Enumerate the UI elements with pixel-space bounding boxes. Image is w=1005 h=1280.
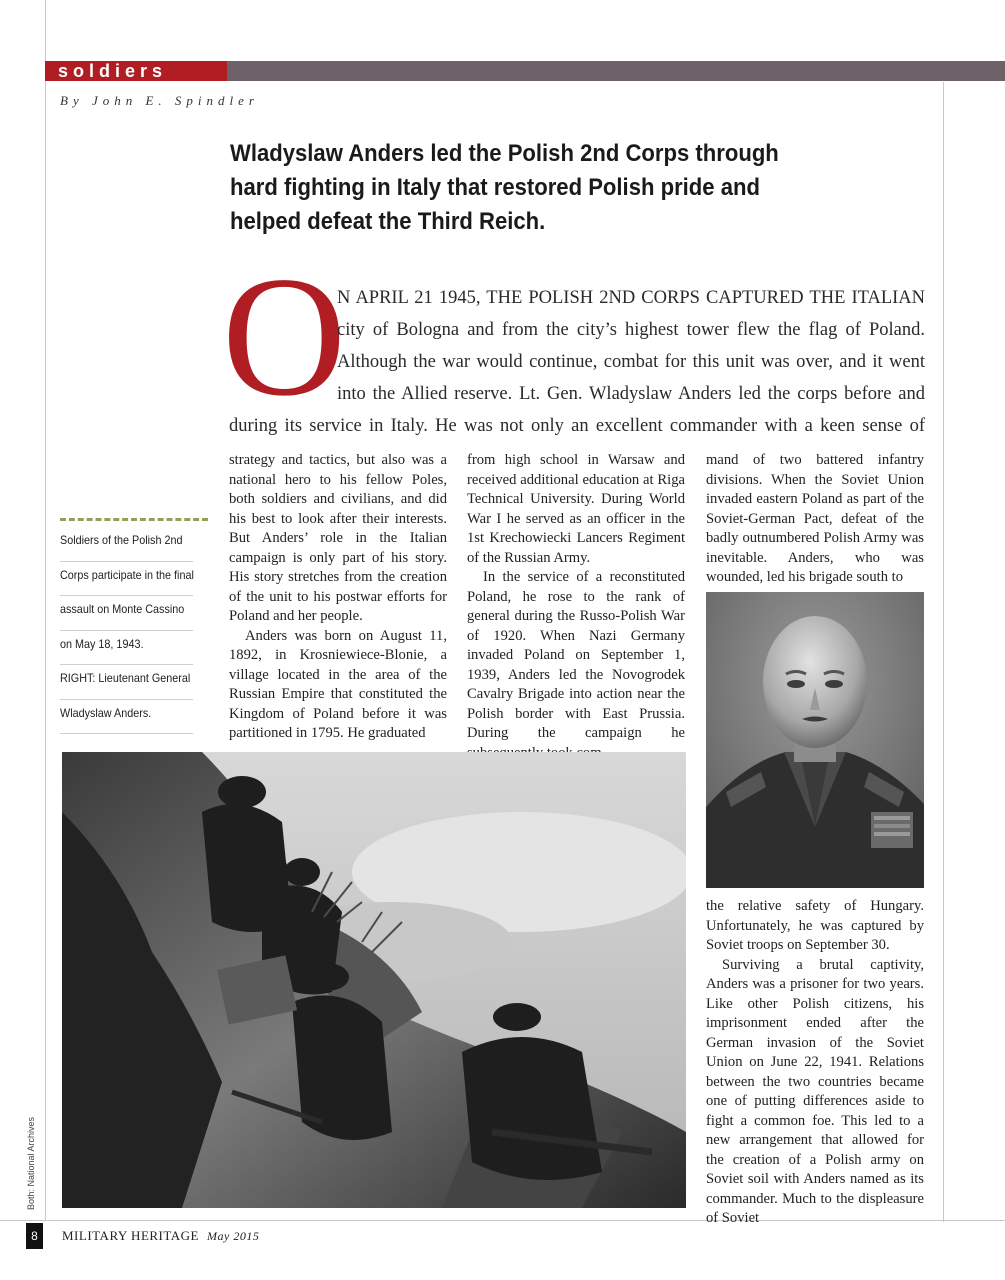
body-column-3-top: [706, 451, 924, 588]
intro-line-4: into the Allied reserve. Lt. Gen. Wladyslaw Anders led the corps before and: [337, 384, 925, 404]
intro-line-2: city of Bologna and from the city’s highest tower flew the flag of Poland.: [337, 320, 925, 340]
paragraph: Anders was born on August 11, 1892, in Krosniewiece-Blonie, a village located in the area of the Russian Empire that constituted the Kingdom of Poland before it was partitioned in 1795. He graduated: [229, 627, 447, 741]
caption-dash-rule: [60, 518, 208, 521]
issue-date: May 2015: [207, 1229, 260, 1243]
battle-photo: [62, 752, 686, 1208]
paragraph: strategy and tactics, but also was a national hero to his fellow Poles, both soldiers and civilians, and did his best to look after their interests. But Anders’ role in the Italian campaign is only part of his story. His story stretches from the creation of the unit to his postwar efforts for Poland and her people.: [229, 452, 447, 624]
intro-line-5: during its service in Italy. He was not only an excellent commander with a keen sense of: [229, 416, 925, 436]
paragraph: the relative safety of Hungary. Unfortunately, he was captured by Soviet troops on September 30.: [706, 898, 924, 953]
byline: By John E. Spindler: [60, 93, 259, 108]
caption-line: RIGHT: Lieutenant General: [60, 665, 193, 700]
drop-cap: O: [222, 242, 347, 432]
caption-line: Corps participate in the final: [60, 562, 193, 597]
caption-line: Wladyslaw Anders.: [60, 700, 193, 735]
portrait-photo: [706, 592, 924, 888]
photo-caption: [60, 527, 193, 734]
footer-folio: [62, 1228, 259, 1244]
intro-line-1: N APRIL 21 1945, THE POLISH 2ND CORPS CAPTURED THE ITALIAN: [337, 288, 925, 308]
paragraph: Surviving a brutal captivity, Anders was a prisoner for two years. Like other Polish citizens, his imprisonment ended after the German invasion of the Soviet Union on June 22, 1941. Relations between the two countries became one of putting differences aside to fight a common foe. This led to a new arrangement that allowed for the creation of a Polish army on Soviet soil with Anders named as its commander. Much to the displeasure of Soviet: [706, 956, 924, 1226]
caption-line: on May 18, 1943.: [60, 631, 193, 666]
magazine-name: MILITARY HERITAGE: [62, 1228, 200, 1243]
caption-line: Soldiers of the Polish 2nd: [60, 527, 193, 562]
paragraph: In the service of a reconstituted Poland, he rose to the rank of general during the Russo-Polish War of 1920. When Nazi Germany invaded Poland on September 1, 1939, Anders led the Novogrodek Cavalry Brigade into action near the Polish border with East Prussia. During the campaign he: [467, 569, 685, 741]
section-band-gray: [227, 61, 1005, 81]
body-column-2: [467, 451, 685, 763]
body-column-1: [229, 451, 447, 744]
right-rule: [943, 82, 944, 1222]
caption-line: assault on Monte Cassino: [60, 596, 193, 631]
article-deck: Wladyslaw Anders led the Polish 2nd Corps through hard fighting in Italy that restored Polish pride and helped defeat the Third Reich.: [230, 140, 779, 235]
photo-credit: Both: National Archives: [26, 1116, 36, 1210]
intro-line-3: Although the war would continue, combat for this unit was over, and it went: [337, 352, 925, 372]
paragraph: from high school in Warsaw and received additional education at Riga Technical University. During World War I he served as an officer in the 1st Krechowiecki Lancers Regiment of the Russian Army.: [467, 452, 685, 566]
page-number: 8: [26, 1223, 43, 1249]
section-label: soldiers: [58, 61, 168, 81]
body-column-3-bottom: [706, 897, 924, 1229]
left-rule: [45, 0, 46, 1220]
paragraph: mand of two battered infantry divisions. When the Soviet Union invaded eastern Poland as part of the Soviet-German Pact, defeat of the badly outnumbered Polish Army was inevitable. Anders, who was wounded, led his brigade south to: [706, 452, 924, 585]
